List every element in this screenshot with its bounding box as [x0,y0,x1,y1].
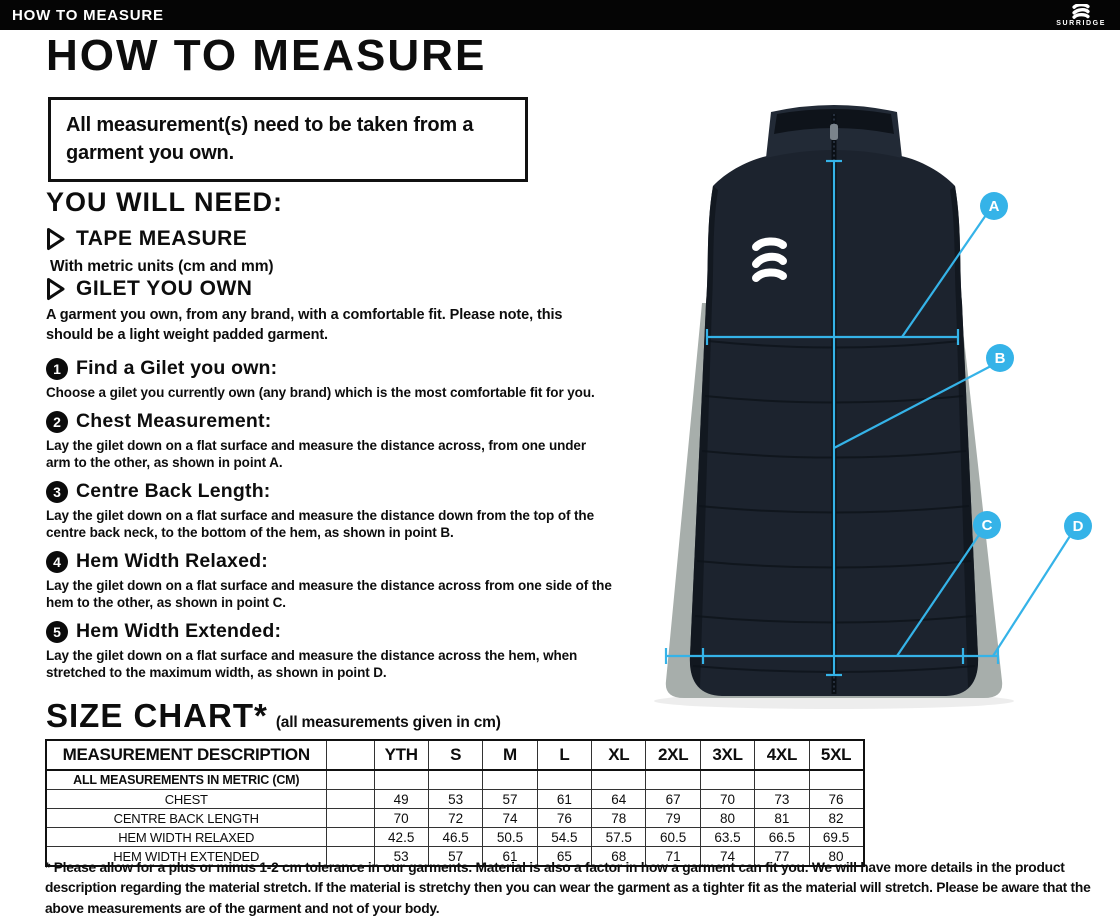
cell: 54.5 [537,828,591,847]
surridge-logo [1056,4,1120,27]
need-item-gilet [46,277,252,301]
need-item-tape-measure [46,227,247,251]
measuring-steps [46,357,614,690]
cell [428,770,482,790]
column-header: YTH [374,740,428,770]
step-number-badge: 3 [46,481,68,503]
point-label-d: D [1072,518,1084,535]
cell: 80 [700,809,754,828]
gilet-measurement-illustration [650,98,1114,720]
cell: 68 [592,847,646,867]
measurement-points [973,192,1092,540]
cell: 61 [483,847,537,867]
need-item-label: TAPE MEASURE [76,227,248,250]
notice-box: All measurement(s) need to be taken from a garment you own. [48,97,528,182]
size-chart-header-row [46,740,864,770]
row-label: CENTRE BACK LENGTH [46,809,326,828]
column-header: MEASUREMENT DESCRIPTION [46,740,326,770]
cell: 70 [700,790,754,809]
size-chart-title: SIZE CHART* [46,697,268,734]
step-3 [46,480,614,541]
cell: 71 [646,847,700,867]
step-description: Lay the gilet down on a flat surface and measure the distance across the hem, when stretched to the maximum width, as shown in point D. [46,648,578,680]
table-row [46,809,864,828]
step-title: Centre Back Length: [76,480,271,502]
cell: 46.5 [428,828,482,847]
cell: 77 [755,847,809,867]
step-description: Lay the gilet down on a flat surface and measure the distance across from one side of the hem to the other, as shown in point C. [46,578,612,610]
size-chart-heading [46,699,501,732]
cell: 70 [374,809,428,828]
step-description: Lay the gilet down on a flat surface and measure the distance down from the top of the centre back neck, to the bottom of the hem, as shown in point B. [46,508,594,540]
cell [809,770,863,790]
cell: 63.5 [700,828,754,847]
step-description: Lay the gilet down on a flat surface and measure the distance across, from one under arm to the other, as shown in point A. [46,438,586,470]
cell: 66.5 [755,828,809,847]
cell: 67 [646,790,700,809]
step-title: Find a Gilet you own: [76,357,278,379]
cell: 74 [483,809,537,828]
cell [592,770,646,790]
cell [483,770,537,790]
cell: 74 [700,847,754,867]
cell: 79 [646,809,700,828]
step-title: Chest Measurement: [76,410,272,432]
triangle-bullet-icon [46,277,66,301]
step-1 [46,357,614,401]
cell: 72 [428,809,482,828]
cell: 76 [809,790,863,809]
row-label: CHEST [46,790,326,809]
cell: 73 [755,790,809,809]
size-chart-table [45,739,865,867]
column-header: M [483,740,537,770]
table-row [46,790,864,809]
cell: 81 [755,809,809,828]
step-number-badge: 5 [46,621,68,643]
surridge-wordmark: SURRIDGE [1056,19,1106,27]
top-bar [0,0,1120,30]
table-row [46,828,864,847]
cell: 53 [374,847,428,867]
column-header: XL [592,740,646,770]
you-will-need-heading: YOU WILL NEED: [46,187,284,217]
column-header: 4XL [755,740,809,770]
cell: 57 [483,790,537,809]
cell [700,770,754,790]
row-label: HEM WIDTH EXTENDED [46,847,326,867]
step-title: Hem Width Relaxed: [76,550,268,572]
column-header: L [537,740,591,770]
triangle-bullet-icon [46,227,66,251]
column-header: 5XL [809,740,863,770]
surridge-s-icon [1070,4,1092,19]
size-chart-subtitle: (all measurements given in cm) [275,714,501,731]
step-4 [46,550,614,611]
need-item-description: With metric units (cm and mm) [50,258,274,275]
point-label-c: C [981,517,993,534]
point-label-b: B [994,350,1006,367]
cell: 53 [428,790,482,809]
column-header [326,740,374,770]
cell: 64 [592,790,646,809]
cell: 50.5 [483,828,537,847]
cell: 69.5 [809,828,863,847]
cell: 61 [537,790,591,809]
cell [646,770,700,790]
point-label-a: A [988,198,1000,215]
pointer-d [993,536,1070,656]
cell: 57 [428,847,482,867]
column-header: S [428,740,482,770]
zip-pull [830,124,838,140]
step-2 [46,410,614,471]
row-label: ALL MEASUREMENTS IN METRIC (CM) [46,770,326,790]
cell: 60.5 [646,828,700,847]
cell [374,770,428,790]
cell: 80 [809,847,863,867]
need-item-description: A garment you own, from any brand, with a comfortable fit. Please note, this should be a light weight padded garment. [46,307,563,343]
column-header: 2XL [646,740,700,770]
table-row [46,770,864,790]
step-number-badge: 4 [46,551,68,573]
step-title: Hem Width Extended: [76,620,282,642]
step-description: Choose a gilet you currently own (any brand) which is the most comfortable fit for you. [46,385,595,400]
page-title: HOW TO MEASURE [46,31,487,80]
cell: 42.5 [374,828,428,847]
cell: 82 [809,809,863,828]
row-label: HEM WIDTH RELAXED [46,828,326,847]
step-number-badge: 2 [46,411,68,433]
cell [755,770,809,790]
need-item-label: GILET YOU OWN [76,277,253,300]
column-header: 3XL [700,740,754,770]
step-5 [46,620,614,681]
cell: 65 [537,847,591,867]
cell: 49 [374,790,428,809]
step-number-badge: 1 [46,358,68,380]
top-bar-title: HOW TO MEASURE [12,6,164,24]
cell: 57.5 [592,828,646,847]
cell [537,770,591,790]
cell: 76 [537,809,591,828]
size-chart-footnote: * Please allow for a plus or minus 1-2 cm tolerance in our garments. Material is also a factor in how a garment can fit you. We will have more details in the product description regarding the material stretch. If the material is stretchy then you can wear the garment as a tighter fit as the material will stretch. Please be aware that the above measurements are of the garment and not of your body. [45,860,1091,916]
cell: 78 [592,809,646,828]
